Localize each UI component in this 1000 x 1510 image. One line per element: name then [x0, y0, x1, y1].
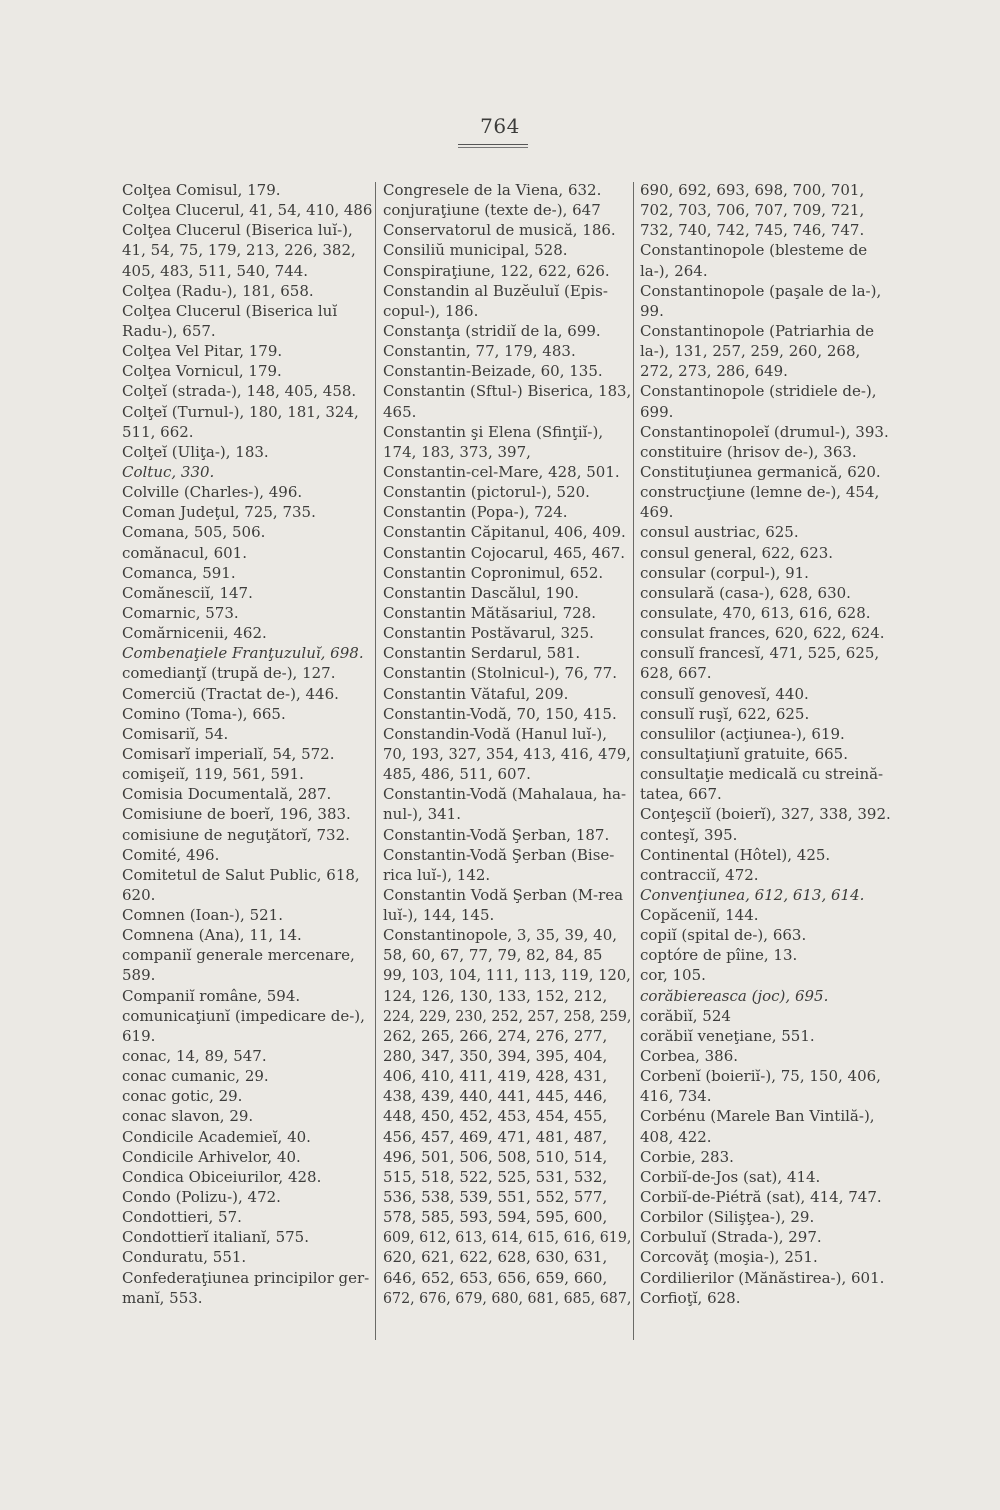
index-line: corăbiereasca (joc), 695.	[640, 986, 829, 1005]
index-line: Comisia Documentală, 287.	[122, 785, 332, 804]
index-line: consulat frances, 620, 622, 624.	[640, 624, 885, 643]
index-line: Corcovăţ (moşia-), 251.	[640, 1248, 818, 1267]
index-line: 406, 410, 411, 419, 428, 431,	[383, 1067, 608, 1086]
index-line: 99, 103, 104, 111, 113, 119, 120,	[383, 966, 631, 985]
index-line: 58, 60, 67, 77, 79, 82, 84, 85	[383, 946, 603, 965]
index-line: Constantin Copronimul, 652.	[383, 563, 604, 582]
page-number: 764	[480, 114, 520, 138]
index-line: Combenaţiele Franţuzuluĭ, 698.	[122, 644, 364, 663]
index-line: Constantin, 77, 179, 483.	[383, 342, 576, 361]
index-line: luĭ-), 144, 145.	[383, 906, 495, 925]
index-line: Condo (Polizu-), 472.	[122, 1188, 281, 1207]
index-line: 511, 662.	[122, 422, 194, 441]
index-line: 70, 193, 327, 354, 413, 416, 479,	[383, 744, 631, 763]
index-line: Colţea Vornicul, 179.	[122, 362, 282, 381]
index-line: consular (corpul-), 91.	[640, 563, 809, 582]
index-line: Constantinopole (blesteme de	[640, 241, 868, 260]
index-line: conac cumanic, 29.	[122, 1067, 269, 1086]
index-line: 485, 486, 511, 607.	[383, 765, 531, 784]
index-line: Congresele de la Viena, 632.	[383, 181, 602, 199]
index-line: Corbuluĭ (Strada-), 297.	[640, 1228, 822, 1247]
index-line: Constantin-Vodă Şerban (Bise-	[383, 845, 615, 864]
index-line: Constantin (pictorul-), 520.	[383, 483, 590, 502]
index-line: Comino (Toma-), 665.	[122, 704, 286, 723]
index-line: Corbiĭ-de-Jos (sat), 414.	[640, 1167, 821, 1186]
index-line: Constantinopole (stridiele de-),	[640, 382, 877, 401]
index-line: companiĭ generale mercenare,	[122, 946, 355, 965]
index-column-1	[122, 180, 372, 1308]
index-line: Coman Judeţul, 725, 735.	[122, 503, 316, 522]
index-line: Constantin Căpitanul, 406, 409.	[383, 523, 626, 542]
index-line: 41, 54, 75, 179, 213, 226, 382,	[122, 241, 356, 260]
index-line: 620, 621, 622, 628, 630, 631,	[383, 1248, 608, 1267]
index-line: 438, 439, 440, 441, 445, 446,	[383, 1087, 608, 1106]
index-line: Condottieri, 57.	[122, 1208, 242, 1227]
index-line: Corbenĭ (boieriĭ-), 75, 150, 406,	[640, 1067, 881, 1086]
index-line: 465.	[383, 402, 417, 421]
index-line: Colţea Clucerul (Biserica luĭ	[122, 301, 338, 320]
index-line: Constantinopole (Patriarhia de	[640, 321, 875, 340]
index-line: consulĭ genovesĭ, 440.	[640, 684, 809, 703]
index-line: Constantin-cel-Mare, 428, 501.	[383, 462, 620, 481]
index-line: Conţeşciĭ (boierĭ), 327, 338, 392.	[640, 805, 891, 824]
index-line: Conservatorul de musică, 186.	[383, 221, 616, 240]
index-line: consul austriac, 625.	[640, 523, 799, 542]
index-line: Corfioţĭ, 628.	[640, 1288, 741, 1307]
index-line: 609, 612, 613, 614, 615, 616, 619,	[383, 1228, 632, 1247]
index-line: Comité, 496.	[122, 845, 220, 864]
index-line: Conspiraţiune, 122, 622, 626.	[383, 261, 610, 280]
index-line: Colţea (Radu-), 181, 658.	[122, 281, 314, 300]
index-line: conac, 14, 89, 547.	[122, 1047, 267, 1066]
index-line: 646, 652, 653, 656, 659, 660,	[383, 1268, 608, 1287]
index-line: 174, 183, 373, 397,	[383, 442, 531, 461]
index-line: 124, 126, 130, 133, 152, 212,	[383, 986, 608, 1005]
index-line: Corbea, 386.	[640, 1047, 739, 1066]
index-line: Constantin-Vodă, 70, 150, 415.	[383, 704, 617, 723]
index-line: Companiĭ române, 594.	[122, 986, 301, 1005]
column-divider	[633, 182, 634, 1340]
index-line: conteşĭ, 395.	[640, 825, 738, 844]
index-line: copiĭ (spital de-), 663.	[640, 926, 807, 945]
index-line: Constantin (Sftul-) Biserica, 183,	[383, 382, 632, 401]
index-line: Colţeĭ (Turnul-), 180, 181, 324,	[122, 402, 359, 421]
index-line: Constantin-Vodă (Mahalaua, ha-	[383, 785, 627, 804]
index-line: Comana, 505, 506.	[122, 523, 266, 542]
index-line: Comisiune de boerĭ, 196, 383.	[122, 805, 351, 824]
index-line: Corbénu (Marele Ban Vintilă-),	[640, 1107, 875, 1126]
index-line: comedianţĭ (trupă de-), 127.	[122, 664, 336, 683]
index-line: consulară (casa-), 628, 630.	[640, 583, 851, 602]
index-line: corăbiĭ, 524	[640, 1006, 731, 1025]
index-line: construcţiune (lemne de-), 454,	[640, 483, 880, 502]
index-line: 496, 501, 506, 508, 510, 514,	[383, 1147, 608, 1166]
index-line: 619.	[122, 1026, 156, 1045]
index-line: Constantin Cojocarul, 465, 467.	[383, 543, 626, 562]
index-line: 469.	[640, 503, 674, 522]
index-line: Comisariĭ, 54.	[122, 724, 229, 743]
index-line: contracciĭ, 472.	[640, 865, 759, 884]
index-line: Colţea Clucerul (Biserica luĭ-),	[122, 221, 353, 240]
index-line: 578, 585, 593, 594, 595, 600,	[383, 1208, 608, 1227]
index-line: comisiune de neguţătorĭ, 732.	[122, 825, 350, 844]
index-line: Corbilor (Silişţea-), 29.	[640, 1208, 815, 1227]
index-line: Coltuc, 330.	[122, 462, 215, 481]
index-line: consul general, 622, 623.	[640, 543, 834, 562]
index-line: 405, 483, 511, 540, 744.	[122, 261, 309, 280]
index-line: 272, 273, 286, 649.	[640, 362, 788, 381]
index-line: Constantin Vodă Şerban (M-rea	[383, 885, 624, 904]
index-line: consulĭ ruşĭ, 622, 625.	[640, 704, 810, 723]
index-line: Constantinopoleĭ (drumul-), 393.	[640, 422, 889, 441]
index-line: Condica Obiceiurilor, 428.	[122, 1167, 322, 1186]
index-line: consulilor (acţiunea-), 619.	[640, 724, 845, 743]
index-line: Continental (Hôtel), 425.	[640, 845, 831, 864]
index-line: conac slavon, 29.	[122, 1107, 254, 1126]
index-line: 536, 538, 539, 551, 552, 577,	[383, 1188, 608, 1207]
index-line: Conduratu, 551.	[122, 1248, 247, 1267]
index-line: Comarnic, 573.	[122, 603, 239, 622]
index-line: comunicaţiunĭ (impedicare de-),	[122, 1006, 365, 1025]
index-line: Constanţa (stridiĭ de la, 699.	[383, 321, 601, 340]
column-divider	[375, 182, 376, 1340]
index-line: Comerciŭ (Tractat de-), 446.	[122, 684, 339, 703]
index-line: Radu-), 657.	[122, 321, 216, 340]
index-line: 262, 265, 266, 274, 276, 277,	[383, 1026, 608, 1045]
index-line: Corbie, 283.	[640, 1147, 734, 1166]
index-line: Comisarĭ imperialĭ, 54, 572.	[122, 744, 335, 763]
index-line: Comnena (Ana), 11, 14.	[122, 926, 302, 945]
index-line: Convenţiunea, 612, 613, 614.	[640, 885, 865, 904]
index-line: consultaţiunĭ gratuite, 665.	[640, 744, 848, 763]
index-line: comişeiĭ, 119, 561, 591.	[122, 765, 304, 784]
index-line: la-), 131, 257, 259, 260, 268,	[640, 342, 861, 361]
index-line: Copăceniĭ, 144.	[640, 906, 759, 925]
index-line: Constantin-Vodă Şerban, 187.	[383, 825, 610, 844]
index-line: comănacul, 601.	[122, 543, 247, 562]
index-line: 224, 229, 230, 252, 257, 258, 259,	[383, 1006, 632, 1025]
index-line: 620.	[122, 885, 156, 904]
index-line: Colville (Charles-), 496.	[122, 483, 303, 502]
index-line: rica luĭ-), 142.	[383, 865, 491, 884]
index-line: consulĭ francesĭ, 471, 525, 625,	[640, 644, 880, 663]
index-line: Confederaţiunea principilor ger-	[122, 1268, 370, 1287]
index-line: Constantin (Stolnicul-), 76, 77.	[383, 664, 617, 683]
index-line: Constantin-Beizade, 60, 135.	[383, 362, 603, 381]
index-line: Constandin-Vodă (Hanul luĭ-),	[383, 724, 608, 743]
index-line: Colţeĭ (Uliţa-), 183.	[122, 442, 269, 461]
index-line: 515, 518, 522, 525, 531, 532,	[383, 1167, 608, 1186]
index-line: copul-), 186.	[383, 301, 479, 320]
index-line: Comitetul de Salut Public, 618,	[122, 865, 360, 884]
index-line: Corbiĭ-de-Piétră (sat), 414, 747.	[640, 1188, 882, 1207]
index-line: Constantin Mătăsariul, 728.	[383, 603, 597, 622]
index-line: Constantin Dascălul, 190.	[383, 583, 579, 602]
index-line: 408, 422.	[640, 1127, 712, 1146]
index-line: manĭ, 553.	[122, 1288, 203, 1307]
index-line: 699.	[640, 402, 674, 421]
index-line: Constantin Serdarul, 581.	[383, 644, 581, 663]
index-line: Colţea Clucerul, 41, 54, 410, 486	[122, 201, 373, 220]
index-line: Constituţiunea germanică, 620.	[640, 462, 881, 481]
index-line: Comănesciĭ, 147.	[122, 583, 253, 602]
index-line: Constantinopole, 3, 35, 39, 40,	[383, 926, 618, 945]
index-line: 99.	[640, 301, 664, 320]
index-line: conjuraţiune (texte de-), 647	[383, 201, 601, 220]
index-line: 628, 667.	[640, 664, 712, 683]
index-line: 732, 740, 742, 745, 746, 747.	[640, 221, 865, 240]
index-line: Condicile Arhivelor, 40.	[122, 1147, 301, 1166]
page-number-rule	[458, 144, 528, 148]
index-line: Constantin Vătaful, 209.	[383, 684, 569, 703]
index-line: 702, 703, 706, 707, 709, 721,	[640, 201, 865, 220]
index-line: cor, 105.	[640, 966, 706, 985]
index-line: Colţea Vel Pitar, 179.	[122, 342, 283, 361]
index-line: consulate, 470, 613, 616, 628.	[640, 603, 871, 622]
index-line: Constantin şi Elena (Sfinţiĭ-),	[383, 422, 604, 441]
index-line: Constantin (Popa-), 724.	[383, 503, 568, 522]
index-line: 672, 676, 679, 680, 681, 685, 687,	[383, 1288, 632, 1307]
index-line: conac gotic, 29.	[122, 1087, 243, 1106]
index-line: corăbiĭ veneţiane, 551.	[640, 1026, 815, 1045]
index-line: 589.	[122, 966, 156, 985]
index-line: Cordilierilor (Mănăstirea-), 601.	[640, 1268, 885, 1287]
index-line: Condicile Academieĭ, 40.	[122, 1127, 311, 1146]
index-line: Constandin al Buzĕuluĭ (Epis-	[383, 281, 608, 300]
index-line: consultaţie medicală cu streină-	[640, 765, 884, 784]
index-line: 456, 457, 469, 471, 481, 487,	[383, 1127, 608, 1146]
index-line: la-), 264.	[640, 261, 708, 280]
index-line: 448, 450, 452, 453, 454, 455,	[383, 1107, 608, 1126]
index-line: Comnen (Ioan-), 521.	[122, 906, 283, 925]
index-line: Constantinopole (paşale de la-),	[640, 281, 882, 300]
index-line: 280, 347, 350, 394, 395, 404,	[383, 1047, 608, 1066]
index-line: Condottierĭ italianĭ, 575.	[122, 1228, 309, 1247]
index-line: 416, 734.	[640, 1087, 712, 1106]
index-line: Comanca, 591.	[122, 563, 236, 582]
index-line: tatea, 667.	[640, 785, 722, 804]
index-line: Colţeĭ (strada-), 148, 405, 458.	[122, 382, 357, 401]
index-line: constituire (hrisov de-), 363.	[640, 442, 857, 461]
index-line: nul-), 341.	[383, 805, 461, 824]
index-line: Comărnicenii, 462.	[122, 624, 267, 643]
index-line: coptóre de pîine, 13.	[640, 946, 798, 965]
index-line: Constantin Postăvarul, 325.	[383, 624, 594, 643]
index-line: 690, 692, 693, 698, 700, 701,	[640, 181, 865, 199]
index-column-3	[640, 180, 894, 1308]
index-line: Consiliŭ municipal, 528.	[383, 241, 568, 260]
index-column-2	[383, 180, 631, 1308]
index-line: Colţea Comisul, 179.	[122, 181, 281, 199]
